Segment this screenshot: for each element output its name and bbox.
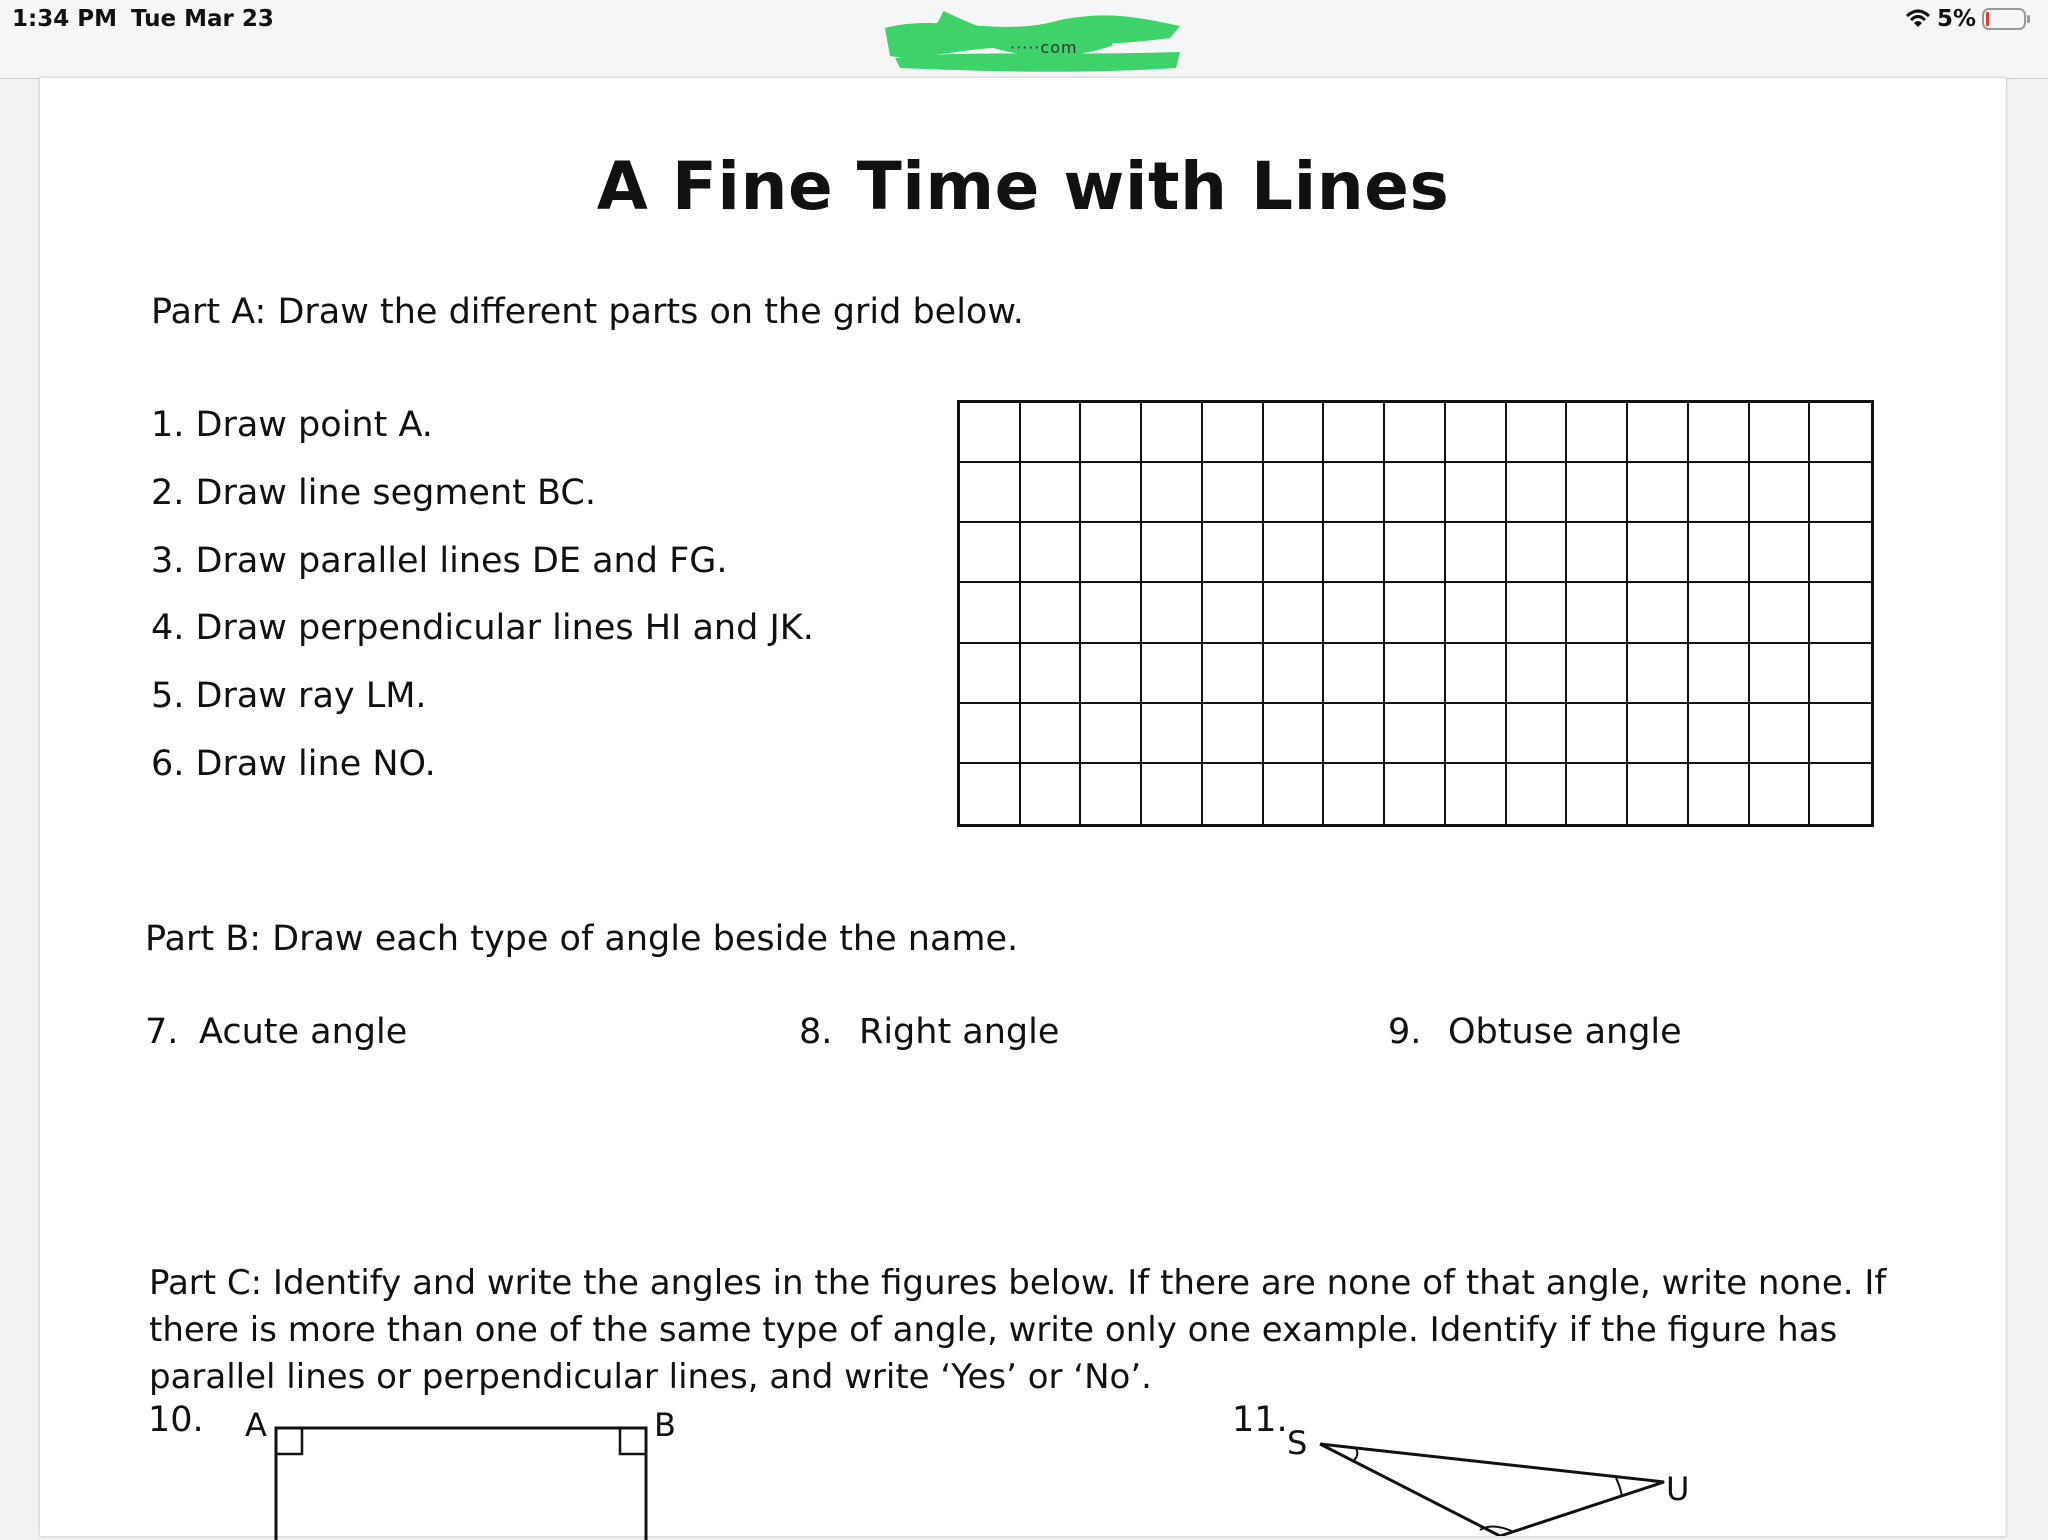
grid-cell[interactable] (1264, 644, 1325, 704)
grid-cell[interactable] (1142, 583, 1203, 643)
status-right-group (1905, 6, 2032, 32)
part-a-item-6: 6. Draw line NO. (151, 744, 436, 784)
grid-cell[interactable] (1750, 583, 1811, 643)
grid-cell[interactable] (1689, 523, 1750, 583)
figure-11-triangle (1316, 1438, 1676, 1536)
grid-cell[interactable] (1081, 463, 1142, 523)
grid-cell[interactable] (1810, 764, 1871, 824)
grid-cell[interactable] (1142, 644, 1203, 704)
page-title: A Fine Time with Lines (596, 148, 1450, 225)
grid-cell[interactable] (1810, 644, 1871, 704)
grid-cell[interactable] (1264, 764, 1325, 824)
grid-cell[interactable] (1142, 463, 1203, 523)
grid-cell[interactable] (960, 523, 1021, 583)
grid-cell[interactable] (1385, 644, 1446, 704)
drawing-grid[interactable] (957, 400, 1874, 827)
grid-cell[interactable] (960, 403, 1021, 463)
figure-10-number: 10. (148, 1400, 204, 1440)
grid-cell[interactable] (1385, 583, 1446, 643)
grid-cell[interactable] (1507, 463, 1568, 523)
grid-cell[interactable] (960, 644, 1021, 704)
grid-cell[interactable] (1628, 704, 1689, 764)
grid-cell[interactable] (1446, 704, 1507, 764)
part-c-line-3: parallel lines or perpendicular lines, and write ‘Yes’ or ‘No’. (149, 1357, 1152, 1397)
grid-cell[interactable] (1810, 704, 1871, 764)
part-b-label-obtuse: Obtuse angle (1448, 1012, 1682, 1052)
wifi-icon (1905, 8, 1931, 30)
grid-cell[interactable] (1324, 764, 1385, 824)
grid-cell[interactable] (1081, 403, 1142, 463)
grid-cell[interactable] (1567, 463, 1628, 523)
grid-cell[interactable] (1689, 403, 1750, 463)
status-time: 1:34 PM (12, 6, 117, 32)
grid-cell[interactable] (1689, 704, 1750, 764)
grid-cell[interactable] (1324, 523, 1385, 583)
grid-cell[interactable] (1324, 583, 1385, 643)
grid-cell[interactable] (1203, 704, 1264, 764)
grid-cell[interactable] (1567, 523, 1628, 583)
grid-cell[interactable] (1567, 644, 1628, 704)
grid-cell[interactable] (1385, 523, 1446, 583)
grid-cell[interactable] (1021, 463, 1082, 523)
grid-cell[interactable] (1385, 764, 1446, 824)
grid-cell[interactable] (1507, 583, 1568, 643)
grid-cell[interactable] (1203, 463, 1264, 523)
grid-cell[interactable] (1324, 463, 1385, 523)
grid-cell[interactable] (1810, 403, 1871, 463)
figure-11-vertex-s: S (1287, 1424, 1308, 1462)
grid-cell[interactable] (1142, 764, 1203, 824)
grid-cell[interactable] (1264, 523, 1325, 583)
grid-cell[interactable] (1385, 463, 1446, 523)
part-a-heading: Part A: Draw the different parts on the grid below. (151, 292, 1024, 332)
angle-arc-u (1616, 1478, 1622, 1496)
grid-cell[interactable] (1689, 583, 1750, 643)
grid-cell[interactable] (960, 583, 1021, 643)
grid-cell[interactable] (1689, 644, 1750, 704)
part-a-item-1: 1. Draw point A. (151, 405, 433, 445)
part-b-label-right: Right angle (859, 1012, 1060, 1052)
grid-cell[interactable] (1446, 644, 1507, 704)
part-a-item-2: 2. Draw line segment BC. (151, 473, 596, 513)
grid-cell[interactable] (1628, 463, 1689, 523)
battery-icon (1982, 7, 2032, 31)
part-b-label-acute: Acute angle (199, 1012, 408, 1052)
grid-cell[interactable] (1264, 403, 1325, 463)
figure-11-vertex-u: U (1666, 1470, 1690, 1508)
grid-cell[interactable] (1021, 583, 1082, 643)
grid-cell[interactable] (1507, 704, 1568, 764)
grid-cell[interactable] (1203, 403, 1264, 463)
grid-cell[interactable] (1324, 403, 1385, 463)
grid-cell[interactable] (1021, 523, 1082, 583)
part-a-item-5: 5. Draw ray LM. (151, 676, 427, 716)
part-b-num-8: 8. (799, 1012, 833, 1052)
grid-cell[interactable] (1567, 583, 1628, 643)
grid-cell[interactable] (1750, 463, 1811, 523)
part-c-line-2: there is more than one of the same type of angle, write only one example. Identify if the figure has (149, 1310, 1838, 1350)
grid-cell[interactable] (1203, 523, 1264, 583)
grid-cell[interactable] (1324, 644, 1385, 704)
grid-cell[interactable] (1081, 764, 1142, 824)
grid-cell[interactable] (1567, 764, 1628, 824)
grid-cell[interactable] (1507, 644, 1568, 704)
grid-cell[interactable] (1203, 583, 1264, 643)
grid-cell[interactable] (1507, 764, 1568, 824)
grid-cell[interactable] (1385, 704, 1446, 764)
grid-cell[interactable] (1081, 523, 1142, 583)
grid-cell[interactable] (1142, 704, 1203, 764)
worksheet-page (40, 78, 2006, 1536)
right-angle-mark-b (620, 1428, 646, 1454)
grid-cell[interactable] (1628, 644, 1689, 704)
grid-cell[interactable] (1142, 523, 1203, 583)
grid-cell[interactable] (1446, 463, 1507, 523)
part-b-num-9: 9. (1388, 1012, 1422, 1052)
grid-cell[interactable] (1689, 764, 1750, 824)
grid-cell[interactable] (1628, 523, 1689, 583)
grid-cell[interactable] (1021, 704, 1082, 764)
grid-cell[interactable] (1750, 704, 1811, 764)
status-date: Tue Mar 23 (131, 6, 274, 32)
grid-cell[interactable] (1567, 403, 1628, 463)
grid-cell[interactable] (1021, 403, 1082, 463)
grid-cell[interactable] (1810, 583, 1871, 643)
grid-cell[interactable] (1507, 403, 1568, 463)
figure-10-vertex-a: A (245, 1406, 267, 1444)
grid-cell[interactable] (1081, 583, 1142, 643)
grid-cell[interactable] (1750, 403, 1811, 463)
grid-cell[interactable] (1446, 583, 1507, 643)
grid-cell[interactable] (1203, 644, 1264, 704)
grid-cell[interactable] (1507, 523, 1568, 583)
part-c-heading (149, 1260, 1989, 1401)
grid-cell[interactable] (1021, 644, 1082, 704)
part-a-item-3: 3. Draw parallel lines DE and FG. (151, 541, 728, 581)
figure-10-rectangle (260, 1420, 650, 1540)
part-c-line-1: Part C: Identify and write the angles in the figures below. If there are none of that angle, write none. If (149, 1263, 1887, 1303)
part-b-heading: Part B: Draw each type of angle beside the name. (145, 919, 1019, 959)
figure-10-vertex-b: B (654, 1406, 676, 1444)
grid-cell[interactable] (1750, 644, 1811, 704)
battery-percent: 5% (1936, 6, 1976, 32)
part-b-num-7: 7. (145, 1012, 179, 1052)
grid-cell[interactable] (1810, 523, 1871, 583)
grid-cell[interactable] (1628, 764, 1689, 824)
grid-cell[interactable] (960, 704, 1021, 764)
grid-cell[interactable] (1750, 764, 1811, 824)
grid-cell[interactable] (1324, 704, 1385, 764)
grid-cell[interactable] (1446, 523, 1507, 583)
right-angle-mark-a (276, 1428, 302, 1454)
grid-cell[interactable] (1810, 463, 1871, 523)
part-a-item-4: 4. Draw perpendicular lines HI and JK. (151, 608, 814, 648)
grid-cell[interactable] (1446, 403, 1507, 463)
grid-cell[interactable] (1446, 764, 1507, 824)
url-text[interactable]: ·····com (1010, 38, 1078, 57)
grid-cell[interactable] (1689, 463, 1750, 523)
figure-11-number: 11. (1232, 1400, 1288, 1440)
grid-cell[interactable] (1203, 764, 1264, 824)
grid-cell[interactable] (1142, 403, 1203, 463)
grid-cell[interactable] (1385, 403, 1446, 463)
grid-cell[interactable] (1628, 583, 1689, 643)
grid-cell[interactable] (1021, 764, 1082, 824)
status-bar (0, 0, 2048, 79)
grid-cell[interactable] (1081, 644, 1142, 704)
grid-cell[interactable] (960, 463, 1021, 523)
grid-cell[interactable] (1750, 523, 1811, 583)
grid-cell[interactable] (1264, 704, 1325, 764)
grid-cell[interactable] (1567, 704, 1628, 764)
grid-cell[interactable] (1081, 704, 1142, 764)
grid-cell[interactable] (960, 764, 1021, 824)
grid-cell[interactable] (1628, 403, 1689, 463)
grid-cell[interactable] (1264, 583, 1325, 643)
grid-cell[interactable] (1264, 463, 1325, 523)
